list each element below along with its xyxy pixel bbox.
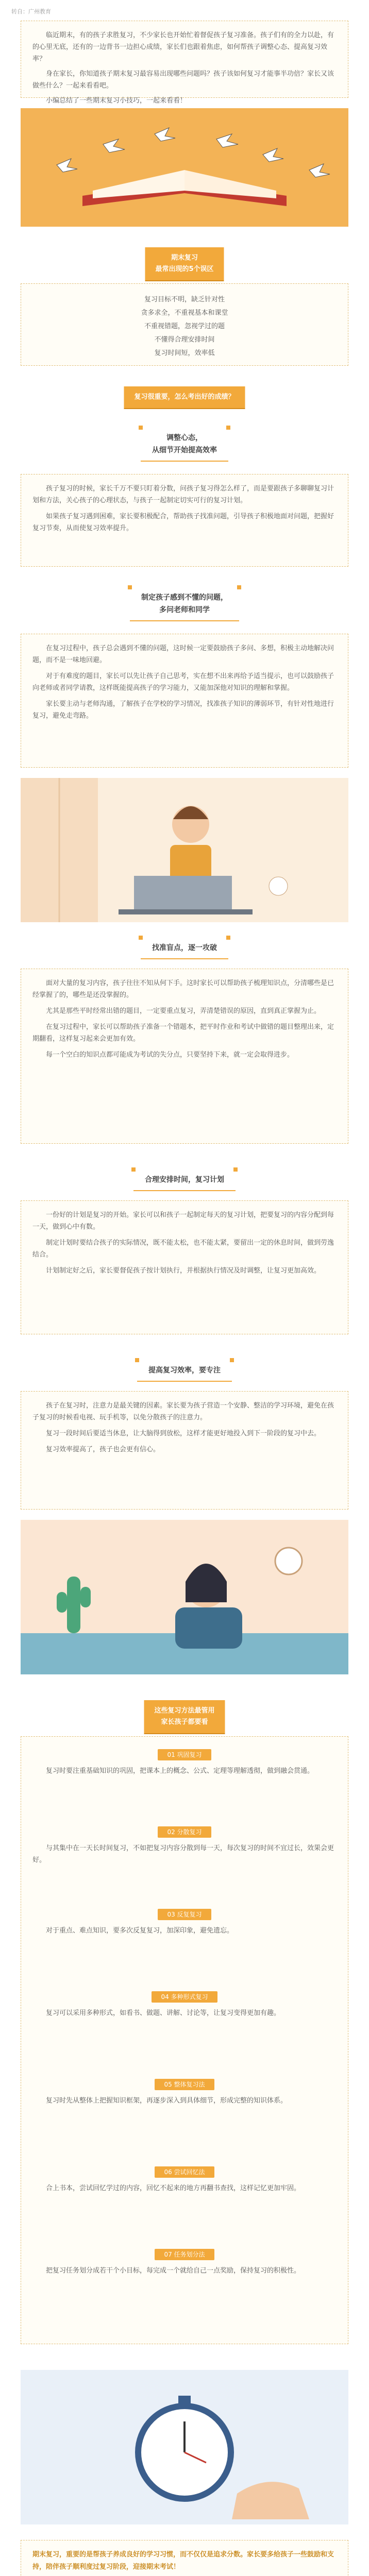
section2-box [21,634,348,768]
intro-box [21,21,348,105]
method-item [32,2249,337,2331]
mistake-item: 不重视错题，忽视学过的题 [144,323,225,330]
section3-paragraph-3: 在复习过程中，家长可以帮助孩子准备一个错题本，把平时作业和考试中做错的题目整理出来，定期翻看，这样复习起来会更加有效。 [32,1023,334,1043]
method-text: 与其集中在一天长时间复习，不如把复习内容分散到每一天，每次复习的时间不宜过长，效果会更好。 [32,1844,334,1864]
mistakes-list [21,283,348,366]
methods-title-line-2: 家长孩子都要看 [161,1718,208,1726]
section2-title-line-2: 多问老师和同学 [159,606,210,614]
section1-paragraph-2: 如果孩子复习遇到困难，家长要积极配合，帮助孩子找准问题，引导孩子积极地面对问题，把握好复习节奏，从而使复习效率提升。 [32,513,334,532]
method-text: 复习时先从整体上把握知识框架，再逐步深入到具体细节，形成完整的知识体系。 [46,2097,288,2105]
method-text: 把复习任务划分成若干个小目标，每完成一个就给自己一点奖励，保持复习的积极性。 [46,2267,301,2275]
closing-box [21,2540,348,2576]
closing-note: 期末复习，重要的是帮孩子养成良好的学习习惯，而不仅仅是追求分数。家长要多给孩子一些鼓励和支持，陪伴孩子顺利度过复习阶段，迎接期末考试！ [32,2551,334,2571]
mistakes-title-line-2: 最常出现的5个误区 [155,265,214,273]
methods-box [21,1736,348,2344]
method-item [32,1749,337,1826]
section2-paragraph-2: 对于有难度的题目，家长可以先让孩子自己思考，实在想不出来再给予适当提示，也可以鼓励孩子向老师或者同学请教，这样既能提高孩子的学习能力，又能加深他对知识的理解和掌握。 [32,672,334,692]
section4-paragraph-2: 制定计划时要结合孩子的实际情况，既不能太松，也不能太紧，要留出一定的休息时间，做到劳逸结合。 [32,1239,334,1259]
howto-title: 复习很重要，怎么考出好的成绩？ [124,386,245,408]
mistakes-title-line-1: 期末复习 [171,254,198,262]
method-item [32,1909,337,1991]
section5-paragraph-3: 复习效率提高了，孩子也会更有信心。 [46,1446,160,1453]
method-label: 02 分散复习 [158,1826,211,1838]
method-item [32,2079,337,2166]
section3-paragraph-4: 每一个空白的知识点都可能成为考试的失分点，只要坚持下来，就一定会取得进步。 [46,1051,294,1059]
intro-paragraph-1: 临近期末，有的孩子求胜复习，不少家长也开始忙着督促孩子复习准备。孩子们有的全力以赴，有的心里无底，还有的一边背书一边担心成绩，家长们也跟着焦虑，如何帮孩子调整心态、提高复习效率？ [32,31,334,63]
section2-title-line-1: 制定孩子感到不懂的问题， [141,594,228,602]
section3-title: 找准盲点，逐一攻破 [141,938,228,959]
section1-paragraph-1: 孩子复习的时候，家长千万不要只盯着分数，问孩子复习得怎么样了，而是要跟孩子多聊聊复习计划和方法，关心孩子的心理状态，与孩子一起制定切实可行的复习计划。 [32,485,334,504]
section1-title [141,428,228,462]
section1-title-line-2: 从细节开始提高效率 [152,446,217,454]
method-item [32,1991,337,2079]
mistake-item: 复习目标不明，缺乏针对性 [144,296,225,303]
section2-paragraph-3: 家长要主动与老师沟通，了解孩子在学校的学习情况，找准孩子知识的薄弱环节，有针对性地进行复习，避免走弯路。 [32,700,334,720]
mistake-item: 复习时间短，效率低 [154,349,215,357]
source-label: 转自：广州教育 [11,8,51,15]
section3-paragraph-2: 尤其是那些平时经常出错的题目，一定要重点复习，弄清楚错误的原因，直到真正掌握为止。 [46,1007,321,1015]
method-text: 合上书本，尝试回忆学过的内容，回忆不起来的地方再翻书查找，这样记忆更加牢固。 [46,2184,301,2192]
section4-paragraph-1: 一份好的计划是复习的开始。家长可以和孩子一起制定每天的复习计划，把要复习的内容分配到每一天，做到心中有数。 [32,1211,334,1231]
section2-title [130,587,239,621]
method-label: 04 多种形式复习 [152,1991,217,2003]
laptop-person-illustration [21,778,348,922]
section4-box [21,1200,348,1334]
section5-title: 提高复习效率，要专注 [137,1360,232,1382]
method-item [32,1826,337,1909]
study-girl-illustration [21,1520,348,1674]
section3-paragraph-1: 面对大量的复习内容，孩子往往不知从何下手。这时家长可以帮助孩子梳理知识点，分清哪些是已经掌握了的，哪些是还没掌握的。 [32,979,334,999]
method-text: 复习时要注重基础知识的巩固，把课本上的概念、公式、定理等理解透彻，做到融会贯通。 [46,1767,314,1775]
section4-title: 合理安排时间，复习计划 [133,1170,236,1191]
method-label: 07 任务划分法 [155,2249,214,2260]
method-label: 06 尝试回忆法 [155,2166,214,2178]
stopwatch-illustration [21,2370,348,2524]
method-text: 复习可以采用多种形式，如看书、做题、讲解、讨论等，让复习变得更加有趣。 [46,2009,281,2017]
section1-title-line-1: 调整心态， [166,434,203,442]
section2-paragraph-1: 在复习过程中，孩子总会遇到不懂的问题，这时候一定要鼓励孩子多问、多想，积极主动地解决问题，而不是一味地回避。 [32,645,334,664]
method-label: 03 反复复习 [158,1909,211,1920]
section5-paragraph-2: 复习一段时间后要适当休息，让大脑得到放松，这样才能更好地投入到下一阶段的复习中去。 [46,1430,321,1437]
section5-paragraph-1: 孩子在复习时，注意力是最关键的因素。家长要为孩子营造一个安静、整洁的学习环境，避免在孩子复习的时候看电视、玩手机等，以免分散孩子的注意力。 [32,1402,334,1421]
method-text: 对于重点、难点知识，要多次反复复习，加深印象，避免遗忘。 [46,1927,234,1935]
section4-paragraph-3: 计划制定好之后，家长要督促孩子按计划执行，并根据执行情况及时调整，让复习更加高效。 [46,1267,321,1275]
method-item [32,2166,337,2249]
section5-box [21,1391,348,1510]
section3-box [21,969,348,1144]
methods-title [144,1700,225,1733]
book-birds-illustration [21,108,348,227]
intro-paragraph-3: 小编总结了一些期末复习小技巧，一起来看看！ [46,97,187,105]
method-label: 01 巩固复习 [158,1749,211,1760]
intro-paragraph-2: 身在家长，你知道孩子期末复习最容易出现哪些问题吗？孩子该如何复习才能事半功倍？家长又该做些什么？一起来看看吧。 [32,70,334,90]
section1-box [21,474,348,567]
methods-title-line-1: 这些复习方法最管用 [154,1707,215,1715]
mistakes-title [145,247,224,280]
mistake-item: 贪多求全，不重视基本和课堂 [141,309,228,317]
mistake-item: 不懂得合理安排时间 [154,336,215,344]
method-label: 05 整体复习法 [155,2079,214,2090]
